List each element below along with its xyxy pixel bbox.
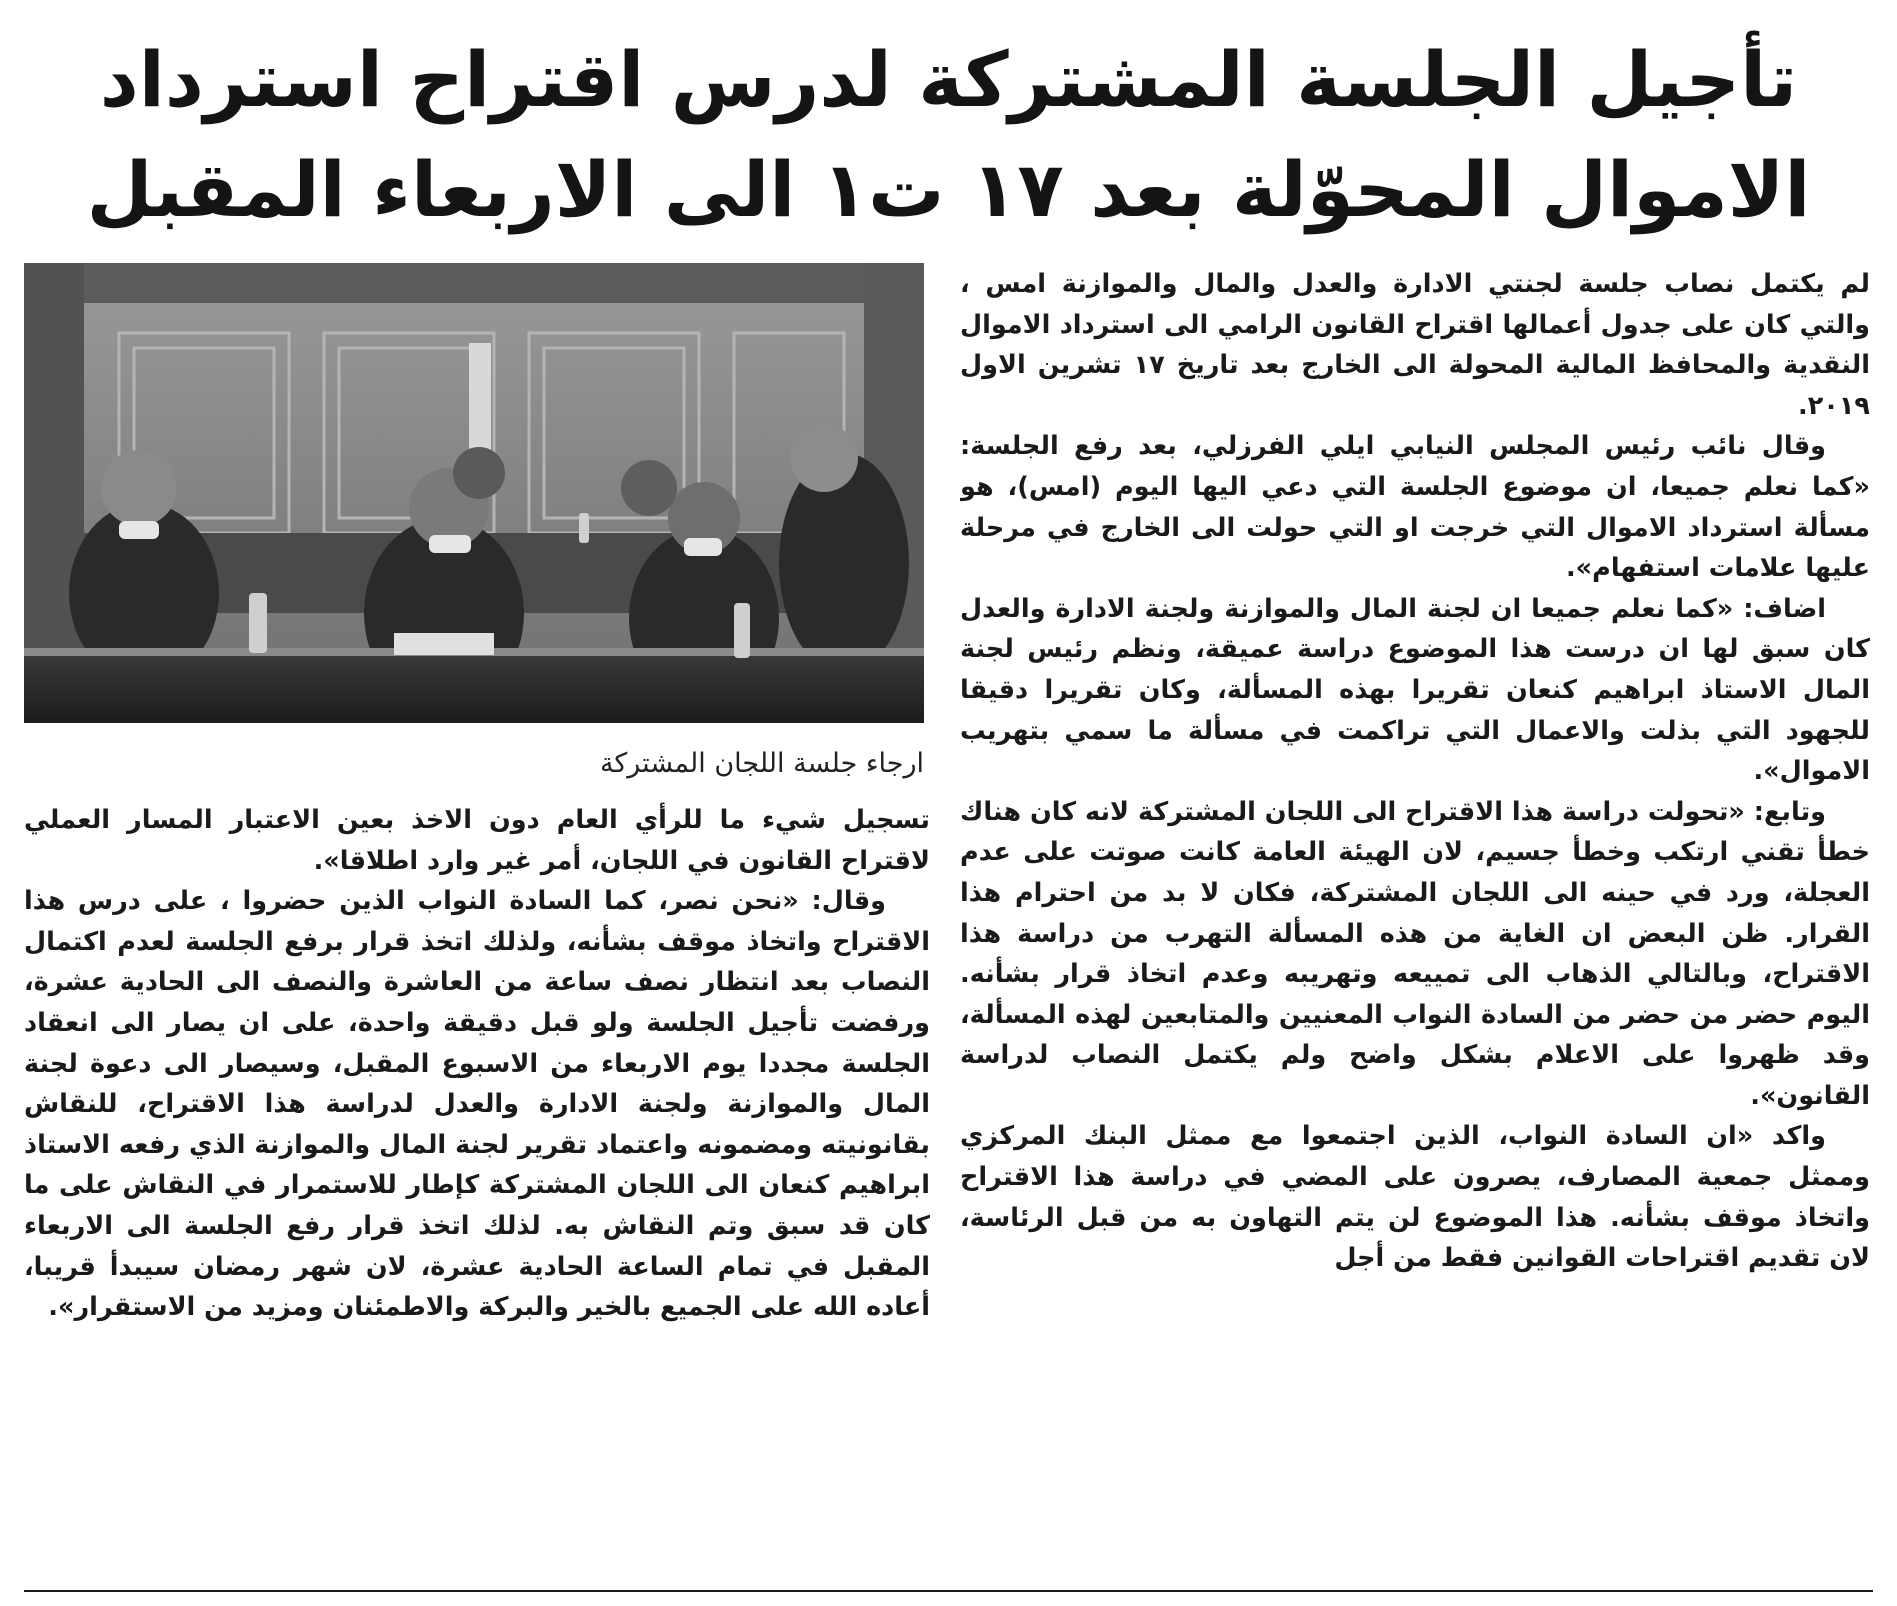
paragraph-affirmed: واكد «ان السادة النواب، الذين اجتمعوا مع ممثل البنك المركزي وممثل جمعية المصارف، يصرون على المضي في دراسة هذا الاقتراح واتخاذ موقف بشأنه. هذا الموضوع لن يتم التهاون به من قبل الرئاسة، لان تقديم اقتراحات القوانين فقط من أجل (960, 1121, 1870, 1274)
headline-line-2: الاموال المحوّلة بعد ١٧ ت١ الى الاربعاء المقبل (86, 145, 1811, 234)
headline-line-1: تأجيل الجلسة المشتركة لدرس اقتراح استرداد (99, 35, 1798, 124)
paragraph-continued: وتابع: «تحولت دراسة هذا الاقتراح الى اللجان المشتركة لانه كان هناك خطأ تقني ارتكب وخطأ جسيم، لان الهيئة العامة كانت صوتت على عدم العجلة، ورد في حينه الى اللجان المشتركة، فكان لا بد من احترام هذا القرار. ظن البعض ان الغاية من هذه المسألة التهرب من دراسة هذا الاقتراح، وبالتالي الذهاب الى تمييعه وتهريبه وعدم اتخاذ قرار بشأنه. اليوم حضر من حضر من السادة النواب المعنيين والمتابعين لهذه المسألة، وقد ظهروا على الاعلام بشكل واضح ولم يكتمل النصاب لدراسة القانون». (960, 796, 1870, 1111)
paragraph-added: اضاف: «كما نعلم جميعا ان لجنة المال والموازنة ولجنة الادارة والعدل كان سبق لها ان درست هذا الموضوع دراسة عميقة، ونظم رئيس لجنة المال الاستاذ ابراهيم كنعان تقريرا بهذه المسألة، وكان تقريرا دقيقا للجهود التي بذلت والاعمال التي تراكمت في مسألة ما سمي بتهريب الاموال». (960, 593, 1870, 787)
article-right-column (960, 264, 1870, 1564)
photo-caption: ارجاء جلسة اللجان المشتركة (599, 748, 924, 779)
paragraph-continuation: تسجيل شيء ما للرأي العام دون الاخذ بعين الاعتبار المسار العملي لاقتراح القانون في اللجان، أمر غير وارد اطلاقا». (24, 805, 930, 876)
session-photo (24, 263, 924, 723)
bottom-rule (24, 1590, 1873, 1592)
article-left-column (24, 800, 930, 1570)
paragraph-ferzli-statement: وقال نائب رئيس المجلس النيابي ايلي الفرزلي، بعد رفع الجلسة: «كما نعلم جميعا، ان موضوع الجلسة التي دعي اليها اليوم (امس)، هو مسألة استرداد الاموال التي خرجت او التي حولت الى الخارج في مرحلة عليها علامات استفهام». (960, 431, 1870, 584)
paragraph-decision: وقال: «نحن نصر، كما السادة النواب الذين حضروا ، على درس هذا الاقتراح واتخاذ موقف بشأنه، ولذلك اتخذ قرار برفع الجلسة لعدم اكتمال النصاب بعد انتظار نصف ساعة من العاشرة والنصف الى الحادية عشرة، ورفضت تأجيل الجلسة ولو قبل دقيقة واحدة، على ان يصار الى انعقاد الجلسة مجددا يوم الاربعاء من الاسبوع المقبل، وسيصار الى دعوة لجنة المال والموازنة ولجنة الادارة والعدل لدراسة هذا الاقتراح، للنقاش بقانونيته ومضمونه واعتماد تقرير لجنة المال والموازنة الذي رفعه الاستاذ ابراهيم كنعان الى اللجان المشتركة كإطار للاستمرار في النقاش على ما كان قد سبق وتم النقاش به. لذلك اتخذ قرار رفع الجلسة الى الاربعاء المقبل في تمام الساعة الحادية عشرة، لان شهر رمضان سيبدأ قريبا، أعاده الله على الجميع بالخير والبركة والاطمئنان ومزيد من الاستقرار». (24, 886, 930, 1323)
paragraph-intro: لم يكتمل نصاب جلسة لجنتي الادارة والعدل والمال والموازنة امس ، والتي كان على جدول أعمالها اقتراح القانون الرامي الى استرداد الاموال النقدية والمحافظ المالية المحولة الى الخارج بعد تاريخ ١٧ تشرين الاول ٢٠١٩. (960, 269, 1870, 421)
